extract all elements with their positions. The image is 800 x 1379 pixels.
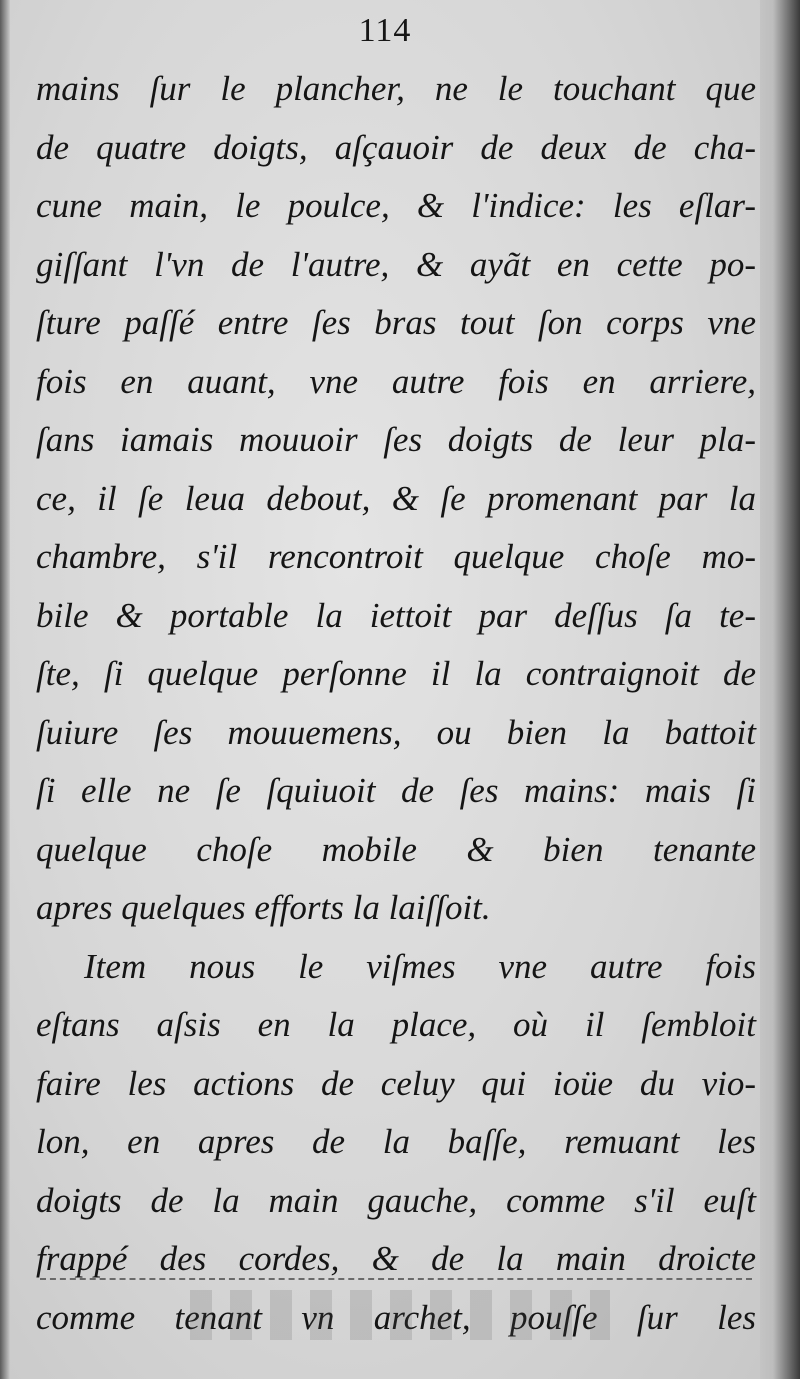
- show-through-texture: [190, 1290, 610, 1340]
- text-line: ſi elle ne ſe ſquiuoit de ſes mains: mais ſi: [36, 771, 756, 810]
- text-line: doigts de la main gauche, comme s'il euſt: [36, 1180, 756, 1220]
- book-page: [10, 0, 760, 1379]
- text-line: lon, en apres de la baſſe, remuant les: [36, 1122, 756, 1161]
- text-line: ſte, ſi quelque perſonne il la contraignoit de: [36, 654, 756, 693]
- text-line: frappé des cordes, & de la main droicte: [36, 1239, 756, 1278]
- text-line: ce, il ſe leua debout, & ſe promenant par la: [36, 478, 756, 518]
- paragraph-start-line: Item nous le viſmes vne autre fois: [84, 946, 756, 986]
- text-body: [36, 60, 756, 1347]
- text-line: mains ſur le plancher, ne le touchant que: [36, 69, 756, 108]
- text-line: eſtans aſsis en la place, où il ſembloit: [36, 1005, 756, 1044]
- text-line: cune main, le poulce, & l'indice: les eſlar-: [36, 186, 756, 225]
- page-number: 114: [358, 12, 412, 49]
- text-line: giſſant l'vn de l'autre, & ayãt en cette po-: [36, 244, 756, 284]
- text-line: ſans iamais mouuoir ſes doigts de leur pla-: [36, 420, 756, 459]
- text-line: bile & portable la iettoit par deſſus ſa te-: [36, 595, 756, 635]
- text-line: ſture paſſé entre ſes bras tout ſon corps vne: [36, 303, 756, 342]
- paragraph-end-line: apres quelques efforts la laiſſoit.: [36, 888, 491, 927]
- text-line: comme tenant vn archet, pouſſe ſur les: [36, 1297, 756, 1337]
- scan-edge-left: [0, 0, 10, 1379]
- text-line: de quatre doigts, aſçauoir de deux de cha-: [36, 127, 756, 167]
- text-line: fois en auant, vne autre fois en arriere,: [36, 361, 756, 401]
- text-line: chambre, s'il rencontroit quelque choſe mo-: [36, 537, 756, 576]
- text-line: ſuiure ſes mouuemens, ou bien la battoit: [36, 712, 756, 752]
- text-line: quelque choſe mobile & bien tenante: [36, 829, 756, 869]
- text-line: faire les actions de celuy qui ioüe du vio-: [36, 1063, 756, 1103]
- bottom-rule: [40, 1278, 752, 1280]
